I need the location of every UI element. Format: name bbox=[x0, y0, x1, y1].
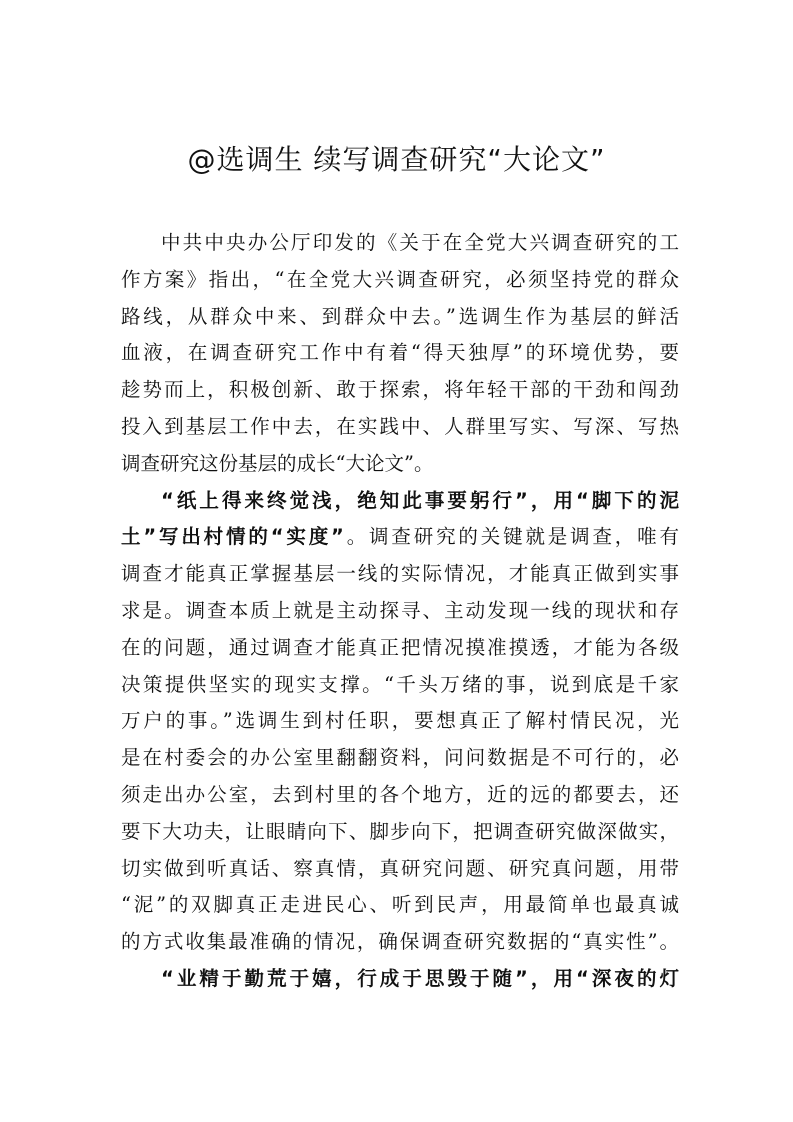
paragraph-1 bbox=[121, 225, 679, 483]
bold-heading-fragment: 土”写出村情的“实度” bbox=[121, 525, 344, 549]
bold-heading-line: “业精于勤荒于嬉，行成于思毁于随”，用“深夜的灯 bbox=[161, 966, 679, 990]
text-line: 切实做到听真话、察真情，真研究问题、研究真问题，用带 bbox=[121, 856, 679, 880]
text-line: “泥”的双脚真正走进民心、听到民声，用最简单也最真诚 bbox=[121, 893, 679, 917]
text-line: 趁势而上，积极创新、敢于探索，将年轻干部的干劲和闯劲 bbox=[121, 378, 679, 402]
text-line: 路线，从群众中来、到群众中去。”选调生作为基层的鲜活 bbox=[121, 304, 679, 328]
paragraph-2 bbox=[121, 483, 679, 961]
text-line: 在的问题，通过调查才能真正把情况摸准摸透，才能为各级 bbox=[121, 635, 679, 659]
text-line: 是在村委会的办公室里翻翻资料，问问数据是不可行的，必 bbox=[121, 746, 679, 770]
text-line: 万户的事。”选调生到村任职，要想真正了解村情民况，光 bbox=[121, 709, 679, 733]
text-line: 血液，在调查研究工作中有着“得天独厚”的环境优势，要 bbox=[121, 341, 679, 365]
text-line: 中共中央办公厅印发的《关于在全党大兴调查研究的工 bbox=[161, 231, 679, 254]
article-body bbox=[121, 225, 679, 998]
mixed-text-line bbox=[121, 519, 679, 556]
text-line: 决策提供坚实的现实支撑。“千头万绪的事，说到底是千家 bbox=[121, 672, 679, 696]
page-title: @选调生 续写调查研究“大论文” bbox=[187, 143, 606, 176]
text-line: 要下大功夫，让眼睛向下、脚步向下，把调查研究做深做实， bbox=[121, 819, 679, 843]
text-line: 投入到基层工作中去，在实践中、人群里写实、写深、写热 bbox=[121, 414, 679, 438]
bold-heading-line: “纸上得来终觉浅，绝知此事要躬行”，用“脚下的泥 bbox=[161, 488, 679, 512]
paragraph-3 bbox=[121, 961, 679, 998]
text-line: 须走出办公室，去到村里的各个地方，近的远的都要去，还 bbox=[121, 782, 679, 806]
text-line: 作方案》指出，“在全党大兴调查研究，必须坚持党的群众 bbox=[121, 267, 679, 291]
text-line: 调查才能真正掌握基层一线的实际情况，才能真正做到实事 bbox=[121, 562, 679, 586]
text-fragment: 。调查研究的关键就是调查，唯有 bbox=[343, 525, 679, 549]
text-line: 调查研究这份基层的成长“大论文”。 bbox=[121, 451, 434, 475]
text-line: 求是。调查本质上就是主动探寻、主动发现一线的现状和存 bbox=[121, 598, 679, 622]
text-line: 的方式收集最准确的情况，确保调查研究数据的“真实性”。 bbox=[121, 930, 679, 954]
